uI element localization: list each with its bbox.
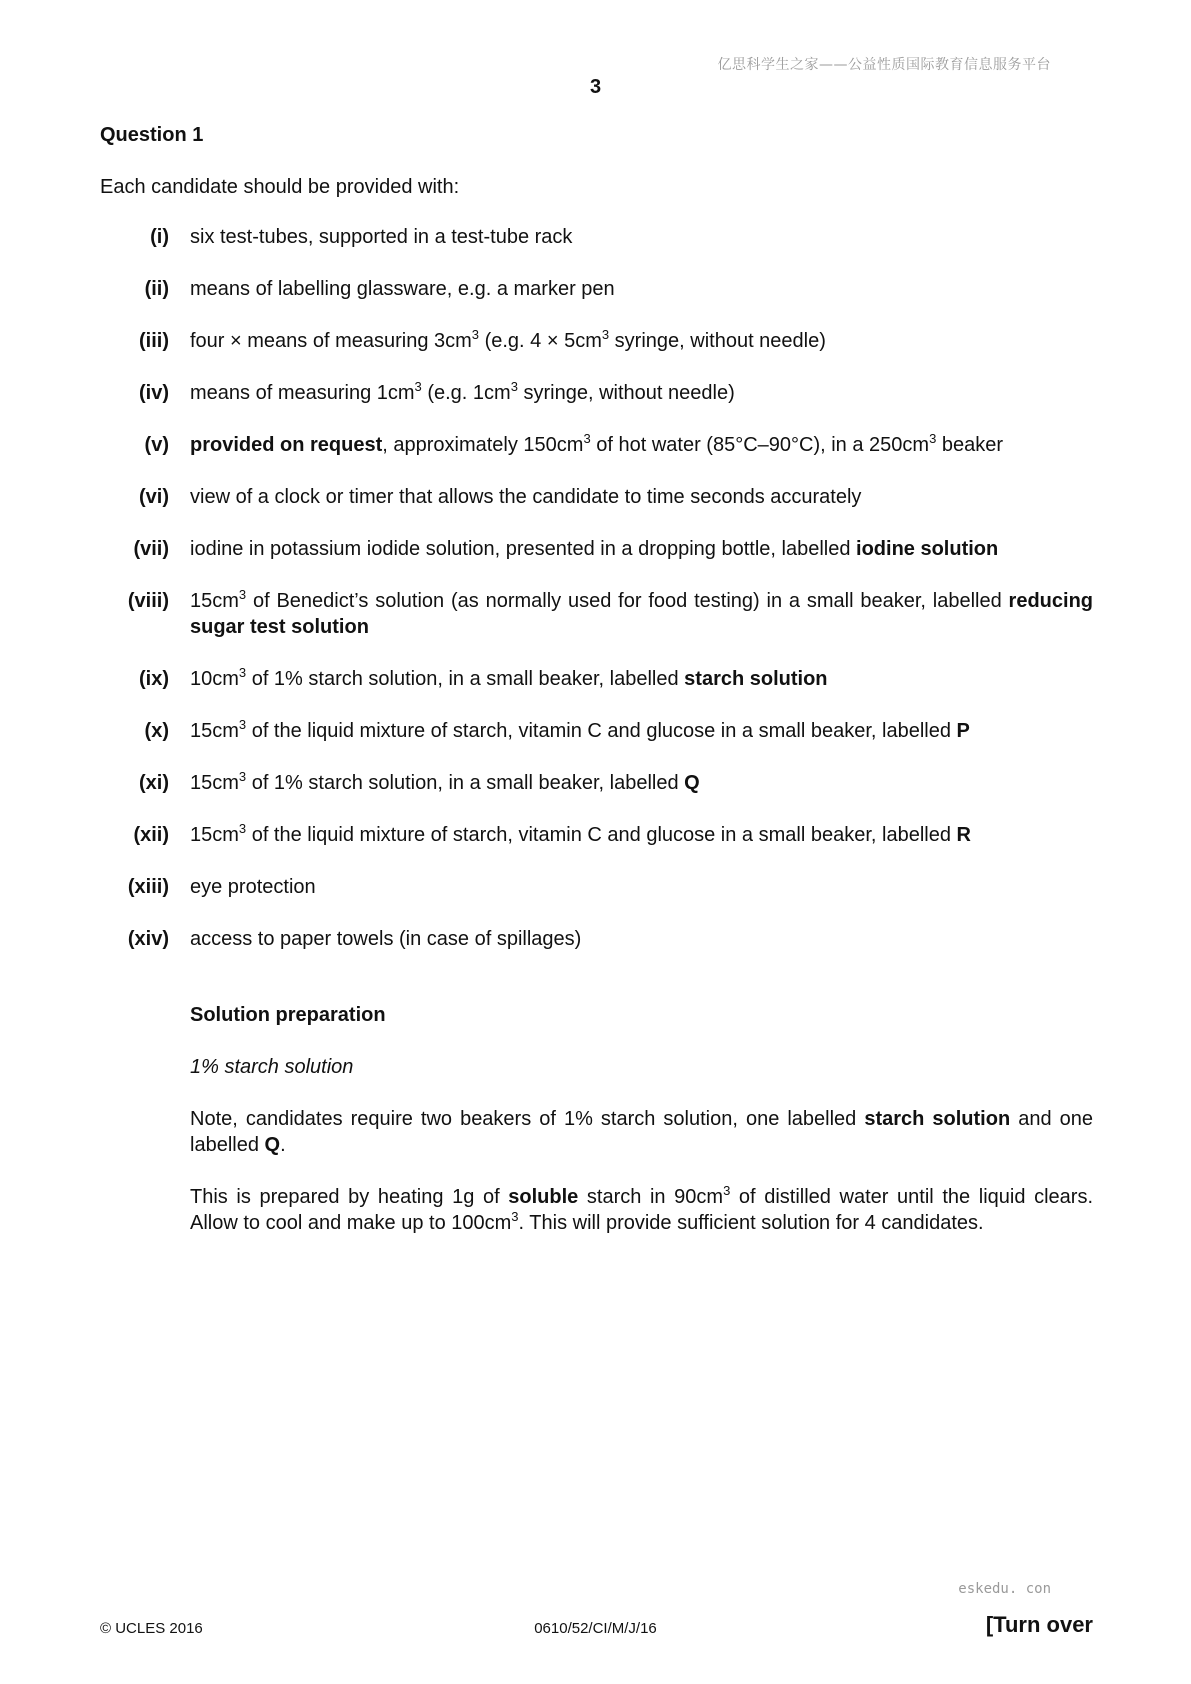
bold-text: starch solution [864, 1108, 1011, 1130]
equipment-list [100, 224, 1093, 952]
superscript: 3 [929, 431, 937, 446]
bold-text: soluble [508, 1186, 579, 1208]
footer-code: 0610/52/CI/M/J/16 [534, 1620, 657, 1637]
list-item [100, 666, 1093, 692]
text-run: access to paper towels (in case of spillages) [190, 928, 582, 950]
list-item [100, 224, 1093, 250]
list-item-text [190, 588, 1093, 640]
list-item-text [190, 276, 1093, 302]
list-item [100, 822, 1093, 848]
text-run: of hot water (85°C–90°C), in a 250cm [590, 434, 930, 456]
list-item-number: (vii) [133, 538, 169, 560]
text-run: of 1% starch solution, in a small beaker, labelled [246, 668, 685, 690]
list-item-text [190, 380, 1093, 406]
list-item-number: (v) [144, 434, 169, 456]
question-title: Question 1 [100, 124, 204, 146]
bold-text: Q [684, 772, 700, 794]
bold-text: R [956, 824, 971, 846]
list-item-text [190, 328, 1093, 354]
text-run: view of a clock or timer that allows the candidate to time seconds accurately [190, 486, 862, 508]
superscript: 3 [723, 1183, 731, 1198]
text-run: , approximately 150cm [382, 434, 584, 456]
list-item [100, 588, 1093, 640]
list-item [100, 276, 1093, 302]
superscript: 3 [238, 717, 247, 732]
list-item-text [190, 484, 1093, 510]
bold-text: starch solution [684, 668, 828, 690]
bold-text: Q [264, 1134, 281, 1156]
text-run: of the liquid mixture of starch, vitamin C and glucose in a small beaker, labelled [246, 720, 957, 742]
list-item [100, 536, 1093, 562]
text-run: means of labelling glassware, e.g. a marker pen [190, 278, 615, 300]
text-run: of Benedict’s solution (as normally used for food testing) in a small beaker, labelled [246, 590, 1009, 612]
prep-paragraph-method [190, 1184, 1093, 1236]
page-number: 3 [589, 76, 602, 98]
text-run: six test-tubes, supported in a test-tube rack [190, 226, 573, 248]
list-item-number: (i) [150, 226, 169, 248]
list-item-number: (vi) [139, 486, 169, 508]
text-run: iodine in potassium iodide solution, presented in a dropping bottle, labelled [190, 538, 857, 560]
text-run: means of measuring 1cm [190, 382, 415, 404]
list-item-number: (xiv) [127, 928, 169, 950]
superscript: 3 [238, 587, 247, 602]
list-item-text [190, 536, 1093, 562]
bold-text: iodine solution [856, 538, 999, 560]
text-run: of distilled water until the liquid clears. Allow to cool and make up to 100cm [190, 1186, 1094, 1234]
turn-over: [Turn over [985, 1612, 1093, 1637]
list-item [100, 926, 1093, 952]
text-run: . This will provide sufficient solution for 4 candidates. [518, 1212, 984, 1234]
list-item [100, 328, 1093, 354]
solution-preparation [190, 1002, 1093, 1236]
text-run: of the liquid mixture of starch, vitamin C and glucose in a small beaker, labelled [246, 824, 957, 846]
text-run: (e.g. 4 × 5cm [479, 330, 602, 352]
list-item [100, 770, 1093, 796]
list-item [100, 874, 1093, 900]
text-run: 15cm [190, 824, 239, 846]
list-item-text [190, 666, 1093, 692]
text-run: . [280, 1134, 286, 1156]
superscript: 3 [601, 327, 610, 342]
superscript: 3 [238, 821, 247, 836]
document-body [100, 122, 1093, 1236]
watermark-top: 亿思科学生之家——公益性质国际教育信息服务平台 [717, 57, 1051, 73]
bold-text: reducing sugar test solution [190, 590, 1093, 638]
list-item-text [190, 432, 1093, 458]
superscript: 3 [238, 665, 247, 680]
text-run: eye protection [190, 876, 316, 898]
list-item-text [190, 224, 1093, 250]
text-run: 15cm [190, 772, 239, 794]
text-run: starch in 90cm [578, 1186, 724, 1208]
superscript: 3 [583, 431, 591, 446]
list-item [100, 484, 1093, 510]
list-item-number: (xiii) [127, 876, 169, 898]
list-item-number: (x) [144, 720, 169, 742]
bold-text: provided on request [190, 434, 383, 456]
list-item-number: (viii) [127, 590, 169, 612]
list-item-number: (xii) [133, 824, 169, 846]
list-item-text [190, 770, 1093, 796]
superscript: 3 [414, 379, 422, 394]
text-run: beaker [936, 434, 1004, 456]
text-run: This is prepared by heating 1g of [190, 1186, 509, 1208]
list-item-number: (iii) [139, 330, 169, 352]
list-item-number: (ii) [144, 278, 169, 300]
list-item-text [190, 718, 1093, 744]
bold-text: P [956, 720, 970, 742]
list-item [100, 432, 1093, 458]
text-run: 15cm [190, 590, 239, 612]
list-item [100, 718, 1093, 744]
intro-text: Each candidate should be provided with: [100, 176, 460, 198]
list-item-number: (iv) [139, 382, 169, 404]
list-item-number: (xi) [139, 772, 169, 794]
prep-subtitle: 1% starch solution [190, 1056, 354, 1078]
text-run: four × means of measuring 3cm [190, 330, 472, 352]
text-run: of 1% starch solution, in a small beaker, labelled [246, 772, 685, 794]
list-item-text [190, 822, 1093, 848]
list-item-text [190, 874, 1093, 900]
list-item [100, 380, 1093, 406]
text-run: (e.g. 1cm [421, 382, 511, 404]
text-run: 10cm [190, 668, 239, 690]
list-item-number: (ix) [139, 668, 169, 690]
text-run: Note, candidates require two beakers of 1% starch solution, one labelled [190, 1108, 865, 1130]
text-run: syringe, without needle) [609, 330, 826, 352]
footer-copyright: © UCLES 2016 [100, 1620, 203, 1637]
superscript: 3 [511, 1209, 519, 1224]
watermark-bottom: eskedu. con [958, 1581, 1051, 1597]
text-run: 15cm [190, 720, 239, 742]
prep-title: Solution preparation [190, 1004, 386, 1026]
text-run: syringe, without needle) [517, 382, 735, 404]
superscript: 3 [471, 327, 480, 342]
prep-paragraph-note [190, 1106, 1093, 1158]
text-run: and one labelled [190, 1108, 1093, 1156]
superscript: 3 [238, 769, 247, 784]
list-item-text [190, 926, 1093, 952]
superscript: 3 [510, 379, 518, 394]
